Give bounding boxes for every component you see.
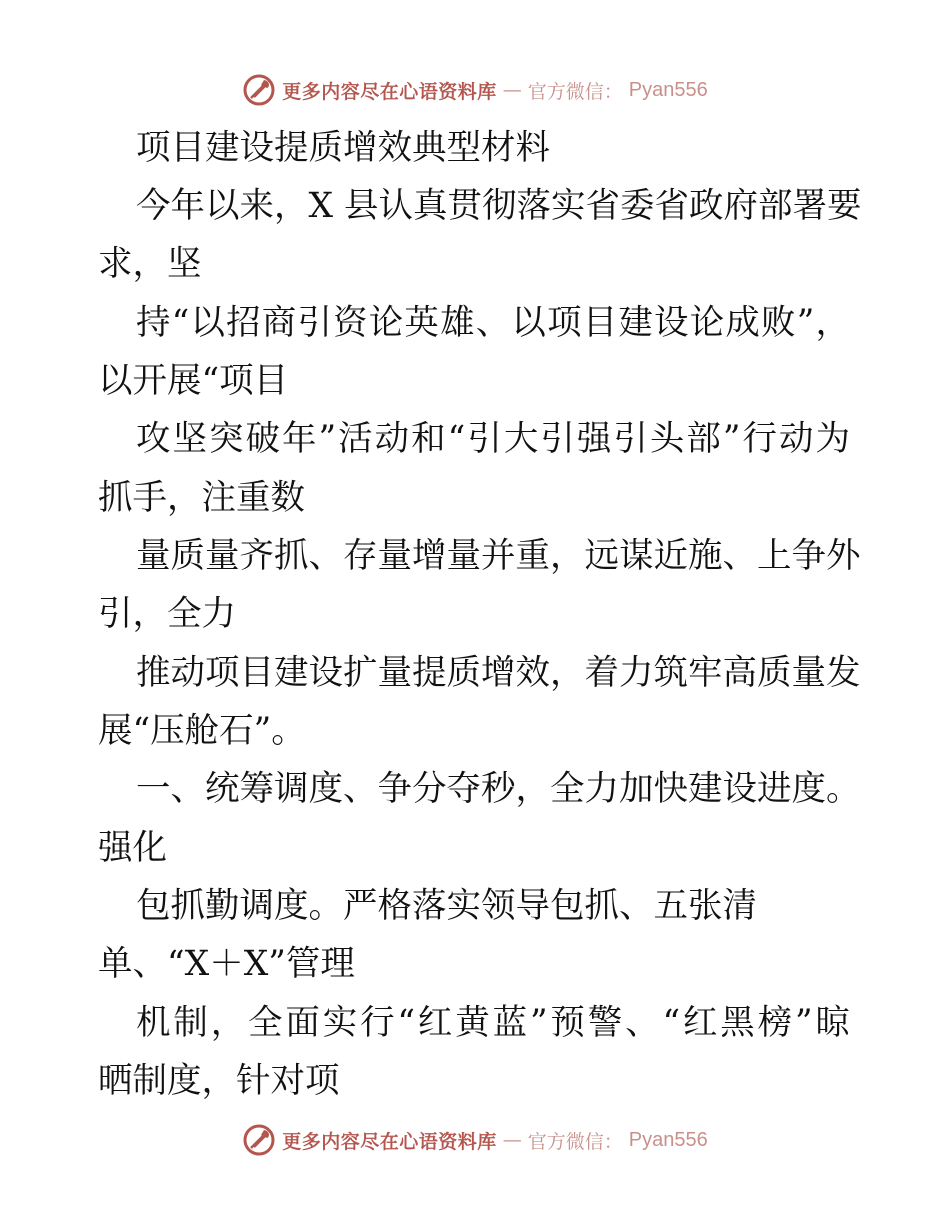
section-heading: 一、统筹调度、争分夺秒，全力加快建设进度。 xyxy=(136,769,861,809)
text-line: 包抓勤调度。严格落实领导包抓、五张清 xyxy=(136,886,757,926)
text-line: 持“以招商引资论英雄、以项目建设论成败”， xyxy=(136,303,850,343)
text-line: 以开展“项目 xyxy=(98,361,289,401)
watermark-dash: — xyxy=(502,1129,522,1151)
quill-logo-icon xyxy=(242,1123,276,1157)
watermark-main-text: 更多内容尽在心语资料库 xyxy=(282,80,497,103)
text-line: 强化 xyxy=(98,828,167,868)
watermark-dash: — xyxy=(502,79,522,101)
watermark-id: Pyan556 xyxy=(628,78,708,101)
watermark-sub-text: 官方微信： xyxy=(527,1130,623,1153)
watermark-id: Pyan556 xyxy=(628,1128,708,1151)
text-line: 求，坚 xyxy=(98,244,202,284)
text-line: 单、“X＋X”管理 xyxy=(98,944,355,984)
text-line: 量质量齐抓、存量增量并重，远谋近施、上争外 xyxy=(136,536,861,576)
watermark-sub-text: 官方微信： xyxy=(527,80,623,103)
text-line: 攻坚突破年”活动和“引大引强引头部”行动为 xyxy=(136,419,850,459)
document-title: 项目建设提质增效典型材料 xyxy=(136,128,550,168)
text-line: 抓手，注重数 xyxy=(98,478,305,518)
text-line: 晒制度，针对项 xyxy=(98,1061,340,1101)
quill-logo-icon xyxy=(242,73,276,107)
text-line: 展“压舱石”。 xyxy=(98,711,306,751)
text-line: 今年以来，X 县认真贯彻落实省委省政府部署要 xyxy=(136,186,862,226)
header-watermark xyxy=(0,70,950,110)
footer-watermark xyxy=(0,1120,950,1160)
text-line: 推动项目建设扩量提质增效，着力筑牢高质量发 xyxy=(136,653,861,693)
text-line: 引，全力 xyxy=(98,594,236,634)
text-line: 机制，全面实行“红黄蓝”预警、“红黑榜”晾 xyxy=(136,1003,850,1043)
watermark-main-text: 更多内容尽在心语资料库 xyxy=(282,1130,497,1153)
